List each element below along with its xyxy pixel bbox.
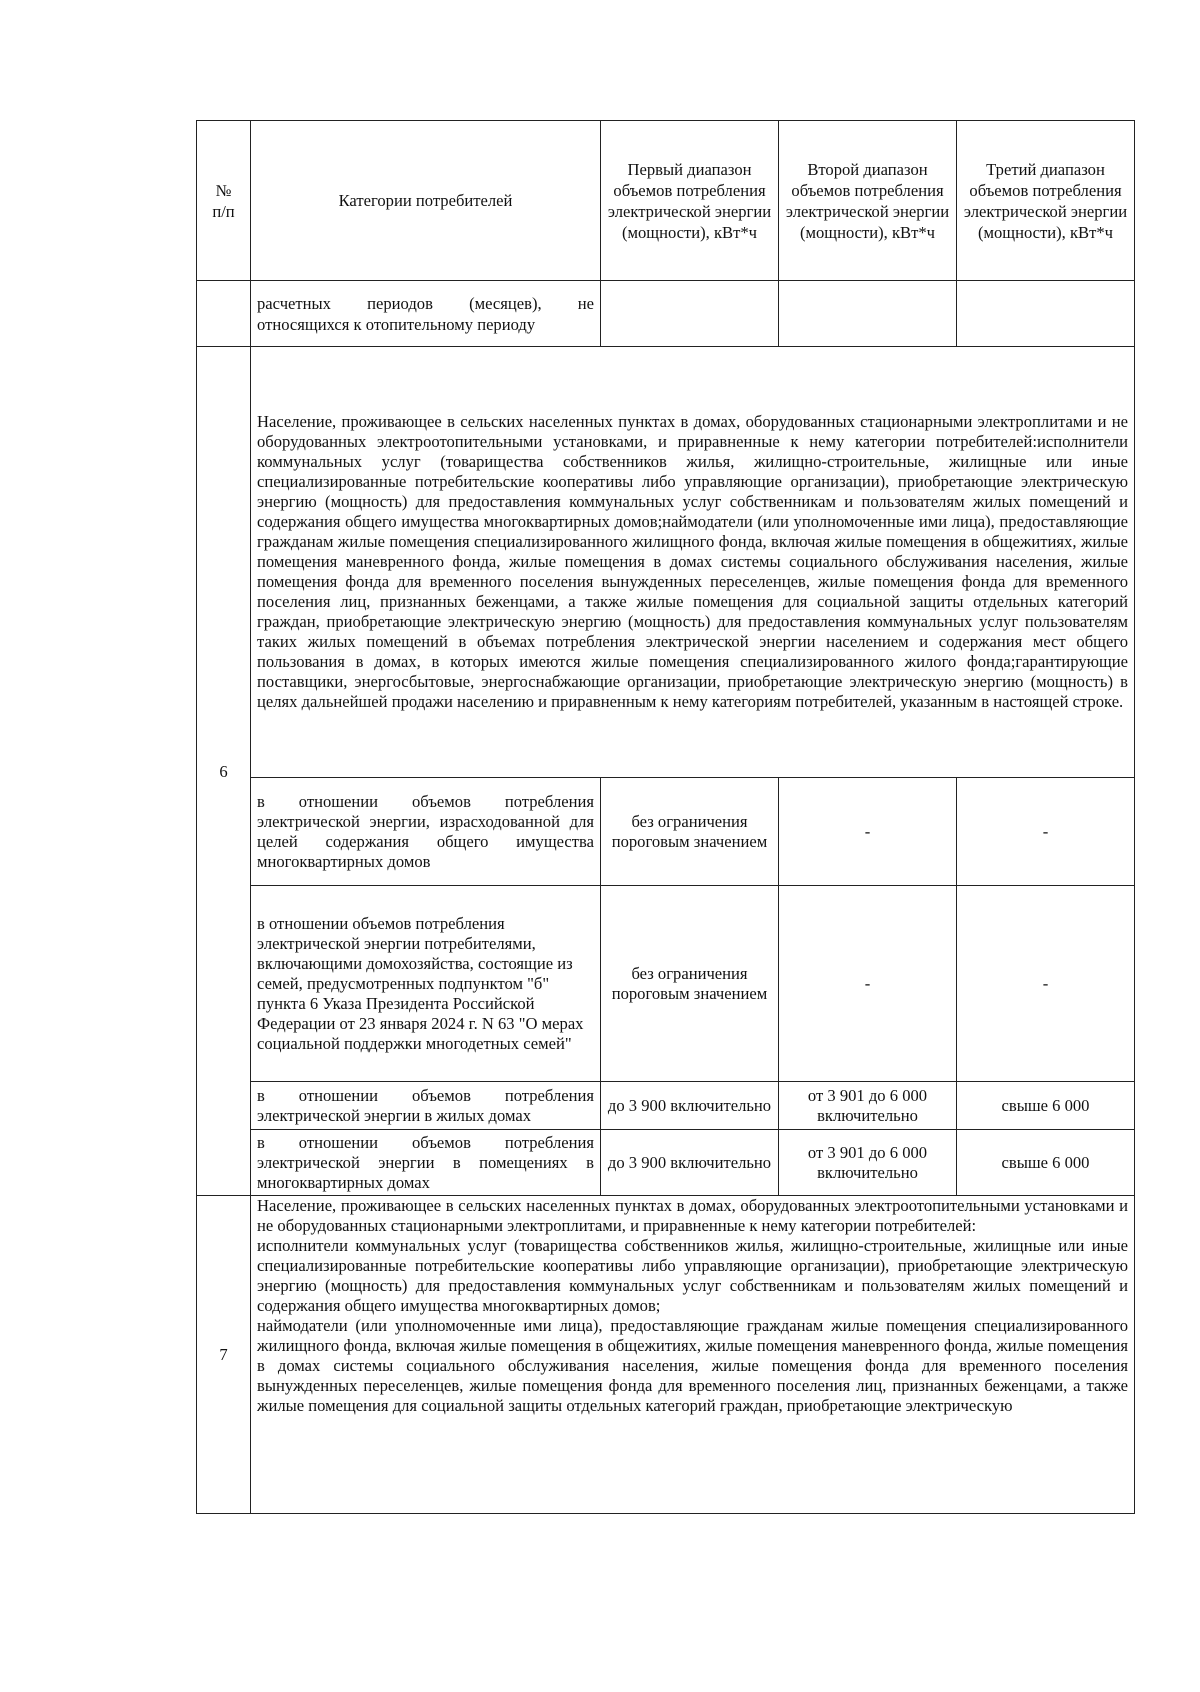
table-row-continuation [197,281,1135,347]
header-range-2: Второй диапазон объемов потребления электрической энергии (мощности), кВт*ч [779,121,957,281]
cell-range-1 [601,281,779,347]
table-header-row [197,121,1135,281]
cell-range-3 [957,281,1135,347]
row-7-paragraph-3: наймодатели (или уполномоченные ими лица), предоставляющие гражданам жилые помещения специализированного жилищного фонда, включая жилые помещения в общежитиях, жилые помещения маневренного фонда, жилые помещения в домах системы социального обслуживания населения, жилые помещения фонда для временного поселения вынужденных переселенцев, жилые помещения фонда для временного поселения лиц, признанных беженцами, а также жилые помещения для социальной защиты отдельных категорий граждан, приобретающие электрическую [257,1316,1128,1415]
table-row-6-sub-4 [197,1130,1135,1196]
subrow-text: в отношении объемов потребления электрической энергии в жилых домах [251,1082,601,1130]
cell-category: расчетных периодов (месяцев), не относящихся к отопительному периоду [251,281,601,347]
row-6-description: Население, проживающее в сельских населенных пунктах в домах, оборудованных стационарными электроплитами и не оборудованных электроотопительными установками, и приравненные к нему категории потребителей:исполнители коммунальных услуг (товарищества собственников жилья, жилищно-строительные, жилищные или иные специализированные потребительские кооперативы либо управляющие организации), приобретающие электрическую энергию (мощность) для предоставления коммунальных услуг собственникам и пользователям жилых помещений и содержания общего имущества многоквартирных домов;наймодатели (или уполномоченные ими лица), предоставляющие гражданам жилые помещения специализированного жилищного фонда, включая жилые помещения в общежитиях, жилые помещения маневренного фонда, жилые помещения в домах системы социального обслуживания населения, жилые помещения фонда для временного поселения вынужденных переселенцев, жилые помещения фонда для временного поселения лиц, признанных беженцами, а также жилые помещения для социальной защиты отдельных категорий граждан, приобретающие электрическую энергию (мощность) для предоставления коммунальных услуг пользователям таких жилых помещений в объемах потребления электрической энергии населением и содержания мест общего пользования в домах, в которых имеются жилые помещения специализированного жилого фонда;гарантирующие поставщики, энергосбытовые, энергоснабжающие организации, приобретающие электрическую энергию (мощность) в целях дальнейшей продажи населению и приравненным к нему категориям потребителей, указанным в настоящей строке. [251,347,1135,778]
subrow-range-1: до 3 900 включительно [601,1082,779,1130]
subrow-range-2: от 3 901 до 6 000 включительно [779,1130,957,1196]
subrow-range-2: - [779,886,957,1082]
subrow-range-3: свыше 6 000 [957,1082,1135,1130]
cell-num-empty [197,281,251,347]
tariff-table [196,120,1135,1514]
table-row-6-sub-3 [197,1082,1135,1130]
subrow-range-2: - [779,778,957,886]
subrow-range-1: до 3 900 включительно [601,1130,779,1196]
row-7-description [251,1196,1135,1514]
subrow-range-3: - [957,886,1135,1082]
row-number-6: 6 [197,347,251,1196]
table-row-6-sub-1 [197,778,1135,886]
subrow-range-3: свыше 6 000 [957,1130,1135,1196]
subrow-range-2: от 3 901 до 6 000 включительно [779,1082,957,1130]
subrow-range-1: без ограничения пороговым значением [601,886,779,1082]
cell-range-2 [779,281,957,347]
table-row-6-sub-2 [197,886,1135,1082]
subrow-text: в отношении объемов потребления электрической энергии потребителями, включающими домохозяйства, состоящие из семей, предусмотренных подпунктом "б" пункта 6 Указа Президента Российской Федерации от 23 января 2024 г. N 63 "О мерах социальной поддержки многодетных семей" [251,886,601,1082]
header-category: Категории потребителей [251,121,601,281]
subrow-text: в отношении объемов потребления электрической энергии в помещениях в многоквартирных домах [251,1130,601,1196]
subrow-range-3: - [957,778,1135,886]
row-number-7: 7 [197,1196,251,1514]
header-range-1: Первый диапазон объемов потребления электрической энергии (мощности), кВт*ч [601,121,779,281]
header-range-3: Третий диапазон объемов потребления электрической энергии (мощности), кВт*ч [957,121,1135,281]
subrow-text: в отношении объемов потребления электрической энергии, израсходованной для целей содержания общего имущества многоквартирных домов [251,778,601,886]
subrow-range-1: без ограничения пороговым значением [601,778,779,886]
row-7-paragraph-1: Население, проживающее в сельских населенных пунктах в домах, оборудованных электроотопительными установками и не оборудованных стационарными электроплитами, и приравненные к нему категории потребителей: [257,1196,1128,1235]
header-num: № п/п [197,121,251,281]
table-row-6 [197,347,1135,778]
row-7-paragraph-2: исполнители коммунальных услуг (товарищества собственников жилья, жилищно-строительные, жилищные или иные специализированные потребительские кооперативы либо управляющие организации), приобретающие электрическую энергию (мощность) для предоставления коммунальных услуг собственникам и пользователям жилых помещений и содержания общего имущества многоквартирных домов; [257,1236,1128,1315]
table-row-7 [197,1196,1135,1514]
